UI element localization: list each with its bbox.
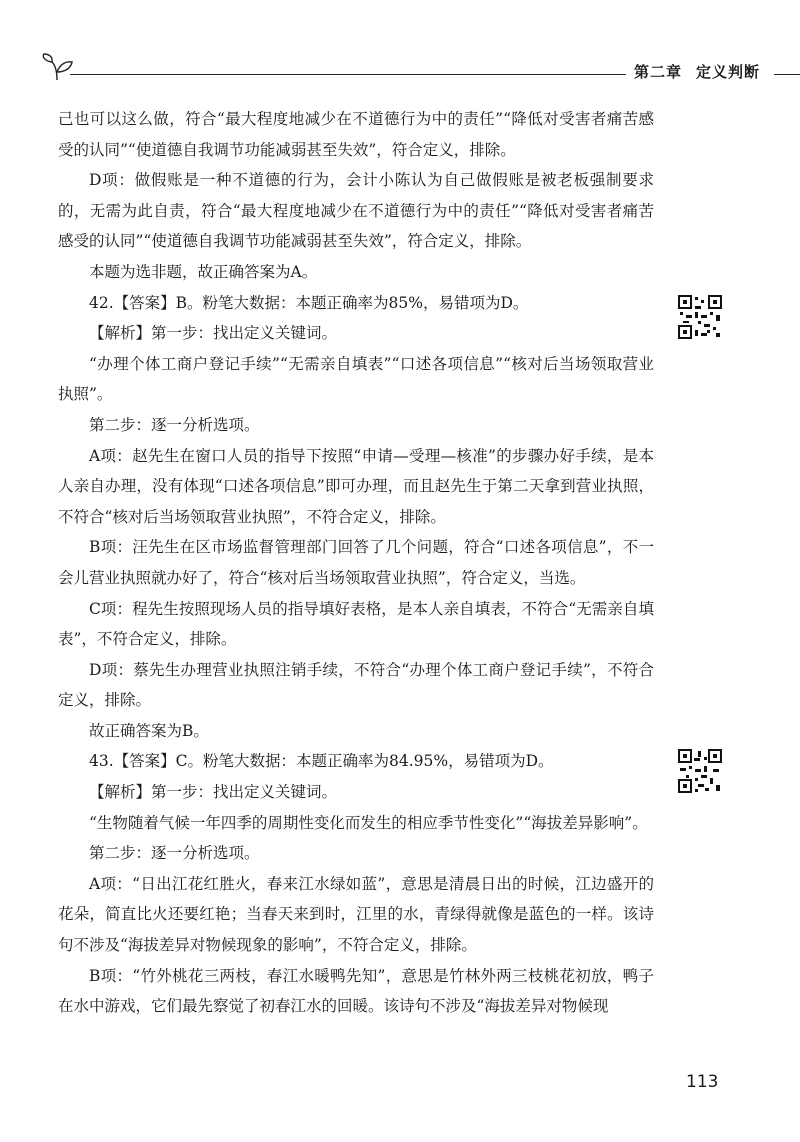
paragraph: A项：“日出江花红胜火，春来江水绿如蓝”，意思是清晨日出的时候，江边盛开的花朵，简直比火还要红艳；当春天来到时，江里的水，青绿得就像是蓝色的一样。该诗句不涉及“海拔差异对物候现象的影响”，不符合定义，排除。 (58, 874, 654, 955)
paragraph: “办理个体工商户登记手续”“无需亲自填表”“口述各项信息”“核对后当场领取营业执照”。 (58, 354, 654, 404)
answer-line: 43.【答案】C。粉笔大数据：本题正确率为84.95%，易错项为D。 (89, 752, 554, 771)
paragraph: 本题为选非题，故正确答案为A。 (89, 262, 318, 281)
paragraph: 第二步：逐一分析选项。 (89, 844, 260, 863)
page-number: 113 (686, 1072, 719, 1092)
running-header (40, 50, 800, 86)
chapter-title (634, 61, 760, 82)
answer-line: 42.【答案】B。粉笔大数据：本题正确率为85%，易错项为D。 (89, 293, 529, 312)
header-rule-left (70, 74, 626, 75)
qr-code-icon[interactable] (677, 294, 723, 340)
header-rule-right (774, 74, 800, 75)
paragraph: D项：蔡先生办理营业执照注销手续，不符合“办理个体工商户登记手续”，不符合定义，排除。 (58, 660, 654, 710)
paragraph: “生物随着气候一年四季的周期性变化而发生的相应季节性变化”“海拔差异影响”。 (89, 813, 648, 832)
qr-code-icon[interactable] (677, 748, 723, 794)
chapter-number: 第二章 (634, 63, 683, 81)
analysis-line: 【解析】第一步：找出定义关键词。 (89, 324, 338, 343)
paragraph: 己也可以这么做，符合“最大程度地减少在不道德行为中的责任”“降低对受害者痛苦感受的认同”“使道德自我调节功能减弱甚至失效”，符合定义，排除。 (58, 110, 654, 159)
page-body (58, 104, 654, 1022)
paragraph: 第二步：逐一分析选项。 (89, 415, 260, 434)
paragraph: C项：程先生按照现场人员的指导填好表格，是本人亲自填表，不符合“无需亲自填表”，不符合定义，排除。 (58, 599, 654, 649)
section-title: 定义判断 (696, 63, 761, 81)
paragraph: D项：做假账是一种不道德的行为，会计小陈认为自己做假账是被老板强制要求的，无需为此自责，符合“最大程度地减少在不道德行为中的责任”“降低对受害者痛苦感受的认同”“使道德自我调节功能减弱甚至失效”，符合定义，排除。 (58, 171, 654, 251)
paragraph: 故正确答案为B。 (89, 721, 209, 740)
paragraph: B项：汪先生在区市场监督管理部门回答了几个问题，符合“口述各项信息”，不一会儿营业执照就办好了，符合“核对后当场领取营业执照”，符合定义，当选。 (58, 538, 654, 587)
analysis-line: 【解析】第一步：找出定义关键词。 (89, 783, 338, 802)
leaf-sprout-icon (40, 52, 76, 82)
paragraph: B项：“竹外桃花三两枝，春江水暖鸭先知”，意思是竹林外两三枝桃花初放，鸭子在水中游戏，它们最先察觉了初春江水的回暖。该诗句不涉及“海拔差异对物候现 (58, 966, 654, 1016)
paragraph: A项：赵先生在窗口人员的指导下按照“申请—受理—核准”的步骤办好手续，是本人亲自办理，没有体现“口述各项信息”即可办理，而且赵先生于第二天拿到营业执照，不符合“核对后当场领取营业执照”，不符合定义，排除。 (58, 446, 654, 526)
